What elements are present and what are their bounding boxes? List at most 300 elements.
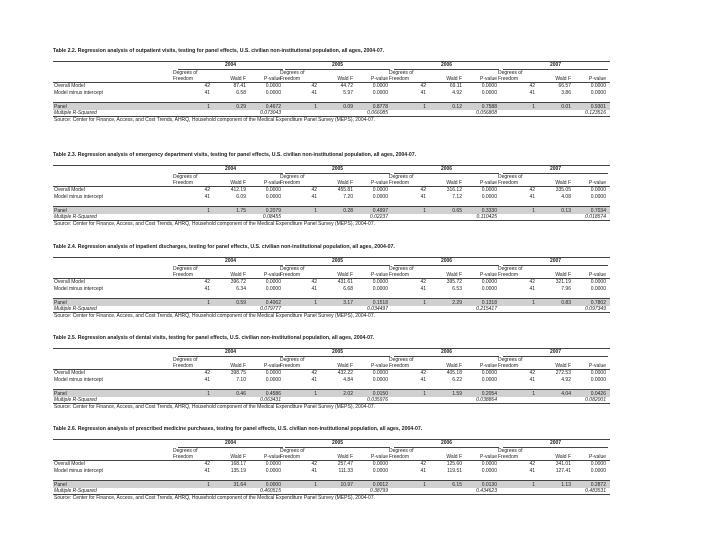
table-cell: 0.0000 xyxy=(590,187,606,193)
table-cell: 41 xyxy=(311,468,317,474)
table-cell: 1 xyxy=(532,391,535,397)
table-cell: 2.02 xyxy=(343,391,353,397)
table-cell: 0.0000 xyxy=(265,279,281,285)
col-header-p-value: P-value xyxy=(480,454,497,460)
table-cell: 0.9301 xyxy=(590,104,606,110)
col-header-p-value: P-value xyxy=(264,454,281,460)
table-cell: 6.58 xyxy=(236,90,246,96)
table-cell: 316.12 xyxy=(446,187,462,193)
table-cell: 0.0000 xyxy=(481,90,497,96)
table-cell: 1 xyxy=(532,208,535,214)
col-header-p-value: P-value xyxy=(589,180,606,186)
col-header-dof: Degrees of Freedom xyxy=(498,357,523,369)
table-cell: 7.10 xyxy=(236,377,246,383)
year-header: 2006 xyxy=(440,258,453,264)
table-cell: 42 xyxy=(311,370,317,376)
table-cell: 272.53 xyxy=(555,370,571,376)
table-cell: 0.65 xyxy=(452,208,462,214)
table-cell: 0.0000 xyxy=(265,377,281,383)
table-cell: 1 xyxy=(207,391,210,397)
r-squared-value: 0.035976 xyxy=(367,397,388,403)
table-cell: 69.11 xyxy=(449,83,462,89)
year-header: 2005 xyxy=(331,62,344,68)
r-squared-value: 0.056808 xyxy=(476,110,497,116)
table-cell: 1 xyxy=(423,104,426,110)
table-cell: 41 xyxy=(311,377,317,383)
col-header-dof: Degrees of Freedom xyxy=(389,266,414,278)
table-cell: 42 xyxy=(529,461,535,467)
col-header-wald-f: Wald F xyxy=(446,363,462,369)
col-header-dof: Degrees of Freedom xyxy=(389,174,414,186)
col-header-dof: Degrees of Freedom xyxy=(173,448,198,460)
table-cell: 0.0150 xyxy=(372,391,388,397)
table-grid xyxy=(53,61,610,129)
body-rule xyxy=(53,389,610,390)
col-header-p-value: P-value xyxy=(371,180,388,186)
col-header-dof: Degrees of Freedom xyxy=(173,70,198,82)
year-header: 2005 xyxy=(331,349,344,355)
table-cell: 0.0012 xyxy=(372,482,388,488)
table-grid xyxy=(53,165,610,233)
table-cell: 4.92 xyxy=(452,90,462,96)
table-grid xyxy=(53,257,610,325)
table-cell: 0.0000 xyxy=(372,279,388,285)
r-squared-value: 0.073043 xyxy=(260,110,281,116)
table-cell: 0.09 xyxy=(343,104,353,110)
table-cell: 1 xyxy=(314,300,317,306)
table-cell: 42 xyxy=(529,370,535,376)
table-cell: 6.34 xyxy=(236,286,246,292)
table-cell: 6.09 xyxy=(236,194,246,200)
table-cell: 0.0000 xyxy=(265,482,281,488)
table-cell: 0.0000 xyxy=(590,194,606,200)
table-cell: 135.19 xyxy=(230,468,246,474)
table-block xyxy=(53,335,610,416)
r-squared-value: 0.08455 xyxy=(262,214,281,220)
row-label: Overall Model xyxy=(54,461,85,467)
table-cell: 41 xyxy=(204,468,210,474)
table-cell: 341.01 xyxy=(555,461,571,467)
table-cell: 0.01 xyxy=(561,104,571,110)
table-cell: 87.41 xyxy=(233,83,246,89)
row-label: Panel xyxy=(54,104,67,110)
table-cell: 0.0000 xyxy=(265,194,281,200)
row-label: Model minus intercept xyxy=(54,377,103,383)
table-cell: 321.19 xyxy=(555,279,571,285)
table-cell: 0.0000 xyxy=(590,370,606,376)
year-header: 2006 xyxy=(440,349,453,355)
table-cell: 0.1518 xyxy=(372,300,388,306)
col-header-p-value: P-value xyxy=(371,272,388,278)
table-cell: 125.60 xyxy=(446,461,462,467)
table-cell: 41 xyxy=(204,194,210,200)
col-header-wald-f: Wald F xyxy=(230,272,246,278)
table-source-note: Source: Center for Finance, Access, and Cost Trends, AHRQ, Household component of the Medical Expenditure Panel Survey (MEPS), 2004-07. xyxy=(54,117,375,123)
r-squared-value: 0.063431 xyxy=(260,397,281,403)
table-cell: 3.17 xyxy=(343,300,353,306)
table-cell: 119.51 xyxy=(447,468,462,474)
table-cell: 41 xyxy=(204,90,210,96)
col-header-dof: Degrees of Freedom xyxy=(280,174,305,186)
table-cell: 4.04 xyxy=(561,391,571,397)
r-squared-value: 0.018574 xyxy=(585,214,606,220)
body-rule xyxy=(53,102,610,103)
col-header-wald-f: Wald F xyxy=(555,76,571,82)
row-label: Model minus intercept xyxy=(54,468,103,474)
table-cell: 0.0000 xyxy=(481,83,497,89)
table-cell: 0.0000 xyxy=(590,83,606,89)
r-squared-label: Multiple R-Squared xyxy=(54,488,97,494)
row-label: Overall Model xyxy=(54,370,85,376)
table-cell: 41 xyxy=(311,286,317,292)
r-squared-value: 0.038864 xyxy=(476,397,497,403)
table-cell: 42 xyxy=(529,279,535,285)
table-source-note: Source: Center for Finance, Access, and Cost Trends, AHRQ, Household component of the Medical Expenditure Panel Survey (MEPS), 2004-07. xyxy=(54,495,375,501)
table-block xyxy=(53,426,610,507)
col-header-wald-f: Wald F xyxy=(446,454,462,460)
table-cell: 0.0000 xyxy=(265,286,281,292)
table-title: Table 2.6. Regression analysis of prescribed medicine purchases, testing for panel effects, U.S. civilian non-institutional population, all ages, 2004-07. xyxy=(53,426,423,432)
year-header: 2006 xyxy=(440,440,453,446)
table-cell: 0.59 xyxy=(236,300,246,306)
table-cell: 42 xyxy=(311,83,317,89)
table-cell: 31.64 xyxy=(233,482,246,488)
row-label: Panel xyxy=(54,300,67,306)
table-cell: 42 xyxy=(311,279,317,285)
year-header: 2007 xyxy=(549,258,562,264)
table-cell: 0.4997 xyxy=(372,208,388,214)
table-cell: 0.0000 xyxy=(372,90,388,96)
table-cell: 0.0000 xyxy=(372,461,388,467)
table-cell: 0.4062 xyxy=(265,300,281,306)
table-cell: 42 xyxy=(311,187,317,193)
table-cell: 1 xyxy=(207,300,210,306)
row-label: Panel xyxy=(54,482,67,488)
year-header: 2007 xyxy=(549,166,562,172)
table-cell: 0.7802 xyxy=(590,300,606,306)
table-grid xyxy=(53,439,610,507)
table-cell: 257.47 xyxy=(337,461,353,467)
table-cell: 6.68 xyxy=(343,286,353,292)
table-cell: 4.92 xyxy=(561,377,571,383)
table-cell: 41 xyxy=(529,90,535,96)
table-cell: 42 xyxy=(420,187,426,193)
r-squared-value: 0.460515 xyxy=(260,488,281,494)
table-cell: 0.0000 xyxy=(372,370,388,376)
col-header-wald-f: Wald F xyxy=(337,272,353,278)
table-cell: 6.22 xyxy=(452,377,462,383)
table-cell: 42 xyxy=(420,279,426,285)
table-cell: 0.8778 xyxy=(372,104,388,110)
table-cell: 7.96 xyxy=(561,286,571,292)
year-header: 2004 xyxy=(224,166,237,172)
r-squared-value: 0.38799 xyxy=(369,488,388,494)
table-cell: 66.57 xyxy=(558,83,571,89)
table-cell: 395.72 xyxy=(446,279,462,285)
r-squared-label: Multiple R-Squared xyxy=(54,110,97,116)
table-cell: 1 xyxy=(207,208,210,214)
table-cell: 432.22 xyxy=(337,370,353,376)
table-cell: 0.0000 xyxy=(372,377,388,383)
table-block xyxy=(53,48,610,129)
table-cell: 42 xyxy=(420,83,426,89)
table-cell: 41 xyxy=(311,90,317,96)
table-cell: 1 xyxy=(423,391,426,397)
row-label: Overall Model xyxy=(54,187,85,193)
table-cell: 0.0000 xyxy=(590,286,606,292)
col-header-p-value: P-value xyxy=(480,180,497,186)
col-header-dof: Degrees of Freedom xyxy=(173,357,198,369)
year-header: 2005 xyxy=(331,166,344,172)
table-cell: 41 xyxy=(420,377,426,383)
r-squared-value: 0.110425 xyxy=(476,214,497,220)
table-cell: 41 xyxy=(420,286,426,292)
col-header-wald-f: Wald F xyxy=(446,180,462,186)
table-cell: 0.0000 xyxy=(481,194,497,200)
table-cell: 0.0000 xyxy=(372,286,388,292)
table-cell: 0.0000 xyxy=(481,286,497,292)
table-cell: 4.08 xyxy=(561,194,571,200)
col-header-wald-f: Wald F xyxy=(230,180,246,186)
table-cell: 0.0000 xyxy=(590,461,606,467)
col-header-p-value: P-value xyxy=(264,363,281,369)
table-cell: 10.97 xyxy=(340,482,353,488)
table-block xyxy=(53,244,610,325)
table-cell: 2.29 xyxy=(452,300,462,306)
table-cell: 1.59 xyxy=(452,391,462,397)
table-cell: 42 xyxy=(420,461,426,467)
col-header-dof: Degrees of Freedom xyxy=(280,448,305,460)
body-rule xyxy=(53,480,610,481)
table-cell: 1 xyxy=(314,208,317,214)
table-cell: 0.0000 xyxy=(372,187,388,193)
table-cell: 42 xyxy=(204,279,210,285)
table-cell: 0.0000 xyxy=(590,90,606,96)
r-squared-value: 0.066085 xyxy=(367,110,388,116)
table-cell: 7.12 xyxy=(452,194,462,200)
year-header: 2004 xyxy=(224,349,237,355)
year-header: 2004 xyxy=(224,440,237,446)
table-cell: 0.0000 xyxy=(265,90,281,96)
col-header-p-value: P-value xyxy=(589,272,606,278)
col-header-wald-f: Wald F xyxy=(555,454,571,460)
r-squared-value: 0.434623 xyxy=(476,488,497,494)
table-cell: 1 xyxy=(314,104,317,110)
col-header-p-value: P-value xyxy=(480,363,497,369)
table-cell: 0.13 xyxy=(561,208,571,214)
table-cell: 0.0000 xyxy=(372,468,388,474)
table-cell: 5.97 xyxy=(343,90,353,96)
col-header-wald-f: Wald F xyxy=(337,363,353,369)
table-cell: 0.3330 xyxy=(481,208,497,214)
col-header-dof: Degrees of Freedom xyxy=(280,357,305,369)
col-header-p-value: P-value xyxy=(589,454,606,460)
table-cell: 0.0000 xyxy=(265,461,281,467)
table-cell: 0.0000 xyxy=(265,187,281,193)
r-squared-value: 0.097349 xyxy=(585,306,606,312)
table-cell: 1 xyxy=(423,482,426,488)
table-cell: 0.0130 xyxy=(481,482,497,488)
r-squared-value: 0.082001 xyxy=(585,397,606,403)
table-cell: 396.72 xyxy=(230,279,246,285)
table-cell: 1 xyxy=(532,300,535,306)
table-cell: 42 xyxy=(204,83,210,89)
table-cell: 0.0000 xyxy=(590,468,606,474)
table-cell: 0.0000 xyxy=(372,83,388,89)
year-header: 2005 xyxy=(331,258,344,264)
table-cell: 127.41 xyxy=(555,468,571,474)
table-cell: 41 xyxy=(311,194,317,200)
col-header-p-value: P-value xyxy=(480,272,497,278)
table-cell: 1.75 xyxy=(236,208,246,214)
table-cell: 405.18 xyxy=(446,370,462,376)
year-header: 2004 xyxy=(224,258,237,264)
col-header-wald-f: Wald F xyxy=(230,76,246,82)
table-cell: 0.29 xyxy=(236,104,246,110)
col-header-p-value: P-value xyxy=(589,76,606,82)
col-header-dof: Degrees of Freedom xyxy=(498,266,523,278)
col-header-wald-f: Wald F xyxy=(230,363,246,369)
table-cell: 42 xyxy=(204,370,210,376)
table-cell: 42 xyxy=(420,370,426,376)
table-cell: 0.0000 xyxy=(481,461,497,467)
col-header-p-value: P-value xyxy=(480,76,497,82)
table-cell: 0.0000 xyxy=(481,468,497,474)
col-header-p-value: P-value xyxy=(589,363,606,369)
table-cell: 1.13 xyxy=(561,482,571,488)
table-cell: 0.0000 xyxy=(481,279,497,285)
table-cell: 0.4672 xyxy=(265,104,281,110)
table-cell: 455.81 xyxy=(337,187,353,193)
table-cell: 1 xyxy=(423,208,426,214)
r-squared-value: 0.02237 xyxy=(369,214,388,220)
table-cell: 335.05 xyxy=(555,187,571,193)
table-title: Table 2.5. Regression analysis of dental visits, testing for panel effects, U.S. civilian non-institutional population, all ages, 2004-07. xyxy=(53,335,375,341)
col-header-dof: Degrees of Freedom xyxy=(389,70,414,82)
table-cell: 0.46 xyxy=(236,391,246,397)
col-header-p-value: P-value xyxy=(371,363,388,369)
table-cell: 0.0000 xyxy=(265,370,281,376)
year-header: 2006 xyxy=(440,166,453,172)
table-cell: 41 xyxy=(204,286,210,292)
table-cell: 6.15 xyxy=(452,482,462,488)
table-cell: 41 xyxy=(420,194,426,200)
col-header-dof: Degrees of Freedom xyxy=(498,448,523,460)
table-cell: 1 xyxy=(423,300,426,306)
table-cell: 0.0000 xyxy=(590,377,606,383)
year-header: 2007 xyxy=(549,349,562,355)
table-cell: 41 xyxy=(529,468,535,474)
table-cell: 41 xyxy=(529,286,535,292)
row-label: Panel xyxy=(54,391,67,397)
col-header-dof: Degrees of Freedom xyxy=(498,174,523,186)
table-cell: 42 xyxy=(311,461,317,467)
row-label: Overall Model xyxy=(54,83,85,89)
table-title: Table 2.2. Regression analysis of outpatient visits, testing for panel effects, U.S. civilian non-institutional population, all ages, 2004-07. xyxy=(53,48,385,54)
year-header: 2006 xyxy=(440,62,453,68)
table-cell: 0.0426 xyxy=(590,391,606,397)
table-cell: 398.75 xyxy=(230,370,246,376)
table-cell: 0.0000 xyxy=(481,377,497,383)
col-header-p-value: P-value xyxy=(264,272,281,278)
row-label: Model minus intercept xyxy=(54,194,103,200)
col-header-p-value: P-value xyxy=(264,76,281,82)
col-header-wald-f: Wald F xyxy=(230,454,246,460)
table-source-note: Source: Center for Finance, Access, and Cost Trends, AHRQ, Household component of the Medical Expenditure Panel Survey (MEPS), 2004-07. xyxy=(54,221,375,227)
table-cell: 0.28 xyxy=(343,208,353,214)
table-cell: 41 xyxy=(420,90,426,96)
table-cell: 44.72 xyxy=(340,83,353,89)
table-cell: 0.2872 xyxy=(590,482,606,488)
col-header-wald-f: Wald F xyxy=(446,76,462,82)
table-cell: 0.83 xyxy=(561,300,571,306)
r-squared-label: Multiple R-Squared xyxy=(54,397,97,403)
col-header-p-value: P-value xyxy=(264,180,281,186)
row-label: Model minus intercept xyxy=(54,90,103,96)
table-source-note: Source: Center for Finance, Access, and Cost Trends, AHRQ, Household component of the Medical Expenditure Panel Survey (MEPS), 2004-07. xyxy=(54,313,375,319)
table-cell: 1 xyxy=(314,482,317,488)
table-cell: 0.0000 xyxy=(481,370,497,376)
table-cell: 42 xyxy=(529,83,535,89)
col-header-wald-f: Wald F xyxy=(555,180,571,186)
table-cell: 111.33 xyxy=(338,468,353,474)
col-header-dof: Degrees of Freedom xyxy=(280,266,305,278)
table-cell: 42 xyxy=(204,187,210,193)
table-cell: 431.61 xyxy=(337,279,353,285)
r-squared-value: 0.483531 xyxy=(585,488,606,494)
table-cell: 41 xyxy=(529,194,535,200)
col-header-wald-f: Wald F xyxy=(337,76,353,82)
table-cell: 42 xyxy=(204,461,210,467)
table-cell: 3.86 xyxy=(561,90,571,96)
table-cell: 0.2079 xyxy=(265,208,281,214)
col-header-wald-f: Wald F xyxy=(555,272,571,278)
table-cell: 1 xyxy=(314,391,317,397)
table-cell: 1 xyxy=(207,104,210,110)
col-header-wald-f: Wald F xyxy=(446,272,462,278)
col-header-dof: Degrees of Freedom xyxy=(173,266,198,278)
col-header-p-value: P-value xyxy=(371,454,388,460)
row-label: Panel xyxy=(54,208,67,214)
col-header-wald-f: Wald F xyxy=(337,180,353,186)
table-cell: 0.0000 xyxy=(265,83,281,89)
table-cell: 4.84 xyxy=(343,377,353,383)
table-cell: 1 xyxy=(532,104,535,110)
body-rule xyxy=(53,206,610,207)
table-cell: 1 xyxy=(207,482,210,488)
table-cell: 0.0000 xyxy=(481,187,497,193)
table-cell: 0.7034 xyxy=(590,208,606,214)
table-cell: 0.2054 xyxy=(481,391,497,397)
r-squared-label: Multiple R-Squared xyxy=(54,306,97,312)
table-grid xyxy=(53,348,610,416)
table-cell: 0.7588 xyxy=(481,104,497,110)
table-cell: 0.4586 xyxy=(265,391,281,397)
table-cell: 412.19 xyxy=(230,187,246,193)
col-header-wald-f: Wald F xyxy=(337,454,353,460)
table-cell: 7.20 xyxy=(343,194,353,200)
table-cell: 42 xyxy=(529,187,535,193)
col-header-dof: Degrees of Freedom xyxy=(389,448,414,460)
col-header-dof: Degrees of Freedom xyxy=(280,70,305,82)
col-header-dof: Degrees of Freedom xyxy=(498,70,523,82)
year-header: 2005 xyxy=(331,440,344,446)
table-cell: 6.53 xyxy=(452,286,462,292)
table-block xyxy=(53,152,610,233)
table-source-note: Source: Center for Finance, Access, and Cost Trends, AHRQ, Household component of the Medical Expenditure Panel Survey (MEPS), 2004-07. xyxy=(54,404,375,410)
table-title: Table 2.4. Regression analysis of inpatient discharges, testing for panel effects, U.S. civilian non-institutional population, all ages, 2004-07. xyxy=(53,244,395,250)
table-cell: 0.0000 xyxy=(265,468,281,474)
